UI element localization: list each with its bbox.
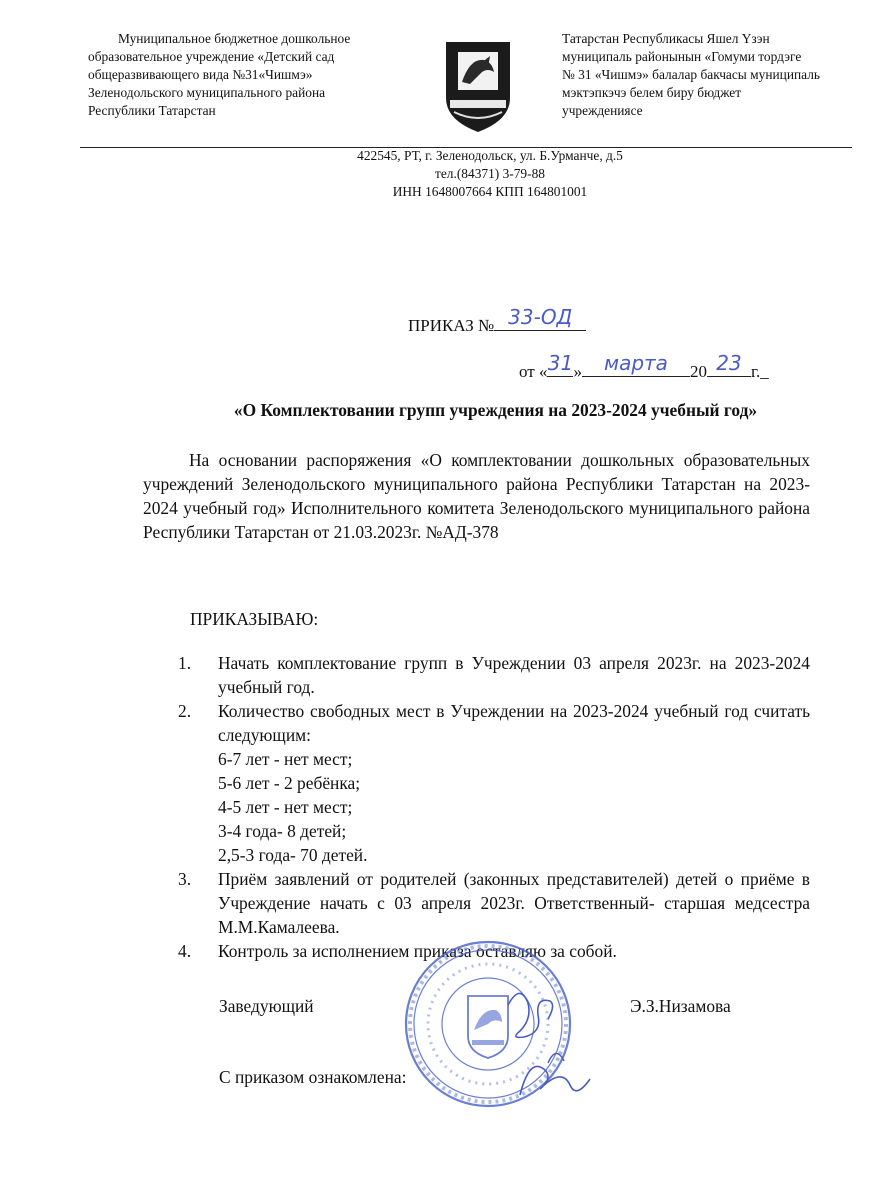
day-blank: [547, 351, 574, 377]
item-number: 3.: [178, 869, 192, 889]
item-text: Контроль за исполнением приказа оставляю за собой.: [218, 941, 617, 961]
list-item: [178, 651, 810, 699]
phone-line: тел.(84371) 3-79-88: [435, 166, 545, 181]
handwritten-signature-icon: [490, 975, 600, 1115]
header-right-line: учреждениясе: [562, 103, 643, 118]
coat-of-arms-icon: [440, 38, 516, 134]
order-number-blank: [494, 305, 586, 331]
age-group-line: 3-4 года- 8 детей;: [218, 821, 347, 841]
basis-paragraph: На основании распоряжения «О комплектовании дошкольных образовательных учреждений Зеленодольского муниципального района Республики Татарстан на 2023-2024 учебный год» Исполнительного комитета Зеленодольского муниципального района Республики Татарстан от 21.03.2023г. №АД-378: [143, 450, 810, 542]
handwritten-day: 31: [547, 351, 574, 375]
order-number: [408, 305, 586, 336]
item-number: 1.: [178, 653, 192, 673]
handwritten-month: марта: [603, 351, 668, 375]
address-block: [250, 147, 730, 201]
handwritten-order-number: 33-ОД: [508, 305, 573, 329]
age-group-line: 5-6 лет - 2 ребёнка;: [218, 773, 361, 793]
year-blank: [707, 351, 751, 377]
item-number: 2.: [178, 701, 192, 721]
year-prefix: 20: [689, 362, 707, 381]
order-label: ПРИКАЗ №: [408, 316, 495, 335]
age-group-line: 6-7 лет - нет мест;: [218, 749, 353, 769]
signatory-name: Э.З.Низамова: [630, 996, 731, 1016]
signatory-role: Заведующий: [219, 996, 314, 1016]
header-left-block: [88, 30, 400, 120]
header-left-line: Республики Татарстан: [88, 103, 216, 118]
date-prefix: от «: [519, 362, 548, 381]
item-text: Количество свободных мест в Учреждении на 2023-2024 учебный год считать следующим:: [218, 701, 810, 745]
header-left-line: Зеленодольского муниципального района: [88, 85, 326, 100]
list-item: [178, 699, 810, 867]
list-item: [178, 867, 810, 939]
acknowledgement-line: С приказом ознакомлена:: [219, 1067, 407, 1087]
handwritten-year: 23: [716, 351, 742, 375]
address-line: 422545, РТ, г. Зеленодольск, ул. Б.Урманче, д.5: [357, 148, 623, 163]
order-date: [519, 351, 769, 382]
order-word: ПРИКАЗЫВАЮ:: [190, 609, 319, 629]
header-left-line: общеразвивающего вида №31«Чишмэ»: [88, 67, 313, 82]
document-title: «О Комплектовании групп учреждения на 2023-2024 учебный год»: [233, 400, 758, 420]
item-number: 4.: [178, 941, 192, 961]
order-items-list: [178, 651, 810, 963]
header-right-block: [562, 30, 837, 120]
header-right-line: мэктэпкэчэ белем биру бюджет: [562, 85, 742, 100]
date-mid: »: [573, 362, 582, 381]
basis-paragraph-block: [143, 448, 810, 544]
item-text: Начать комплектование групп в Учреждении 03 апреля 2023г. на 2023-2024 учебный год.: [218, 653, 810, 697]
age-group-line: 2,5-3 года- 70 детей.: [218, 845, 368, 865]
header-right-line: муниципаль районынын «Гомуми тордэге: [562, 49, 802, 64]
header-left-line: образовательное учреждение «Детский сад: [88, 49, 335, 64]
header-right-line: Татарстан Республикасы Яшел Үзэн: [562, 31, 770, 46]
month-blank: [582, 351, 690, 377]
age-group-line: 4-5 лет - нет мест;: [218, 797, 353, 817]
inn-kpp-line: ИНН 1648007664 КПП 164801001: [392, 184, 588, 199]
header-left-line: Муниципальное бюджетное дошкольное: [118, 31, 351, 46]
year-suffix: г._: [750, 362, 769, 381]
item-text: Приём заявлений от родителей (законных представителей) детей о приёме в Учреждение начать с 03 апреля 2023г. Ответственный- старшая медсестра М.М.Камалеева.: [218, 869, 810, 937]
header-right-line: № 31 «Чишмэ» балалар бакчасы муниципаль: [562, 67, 821, 82]
